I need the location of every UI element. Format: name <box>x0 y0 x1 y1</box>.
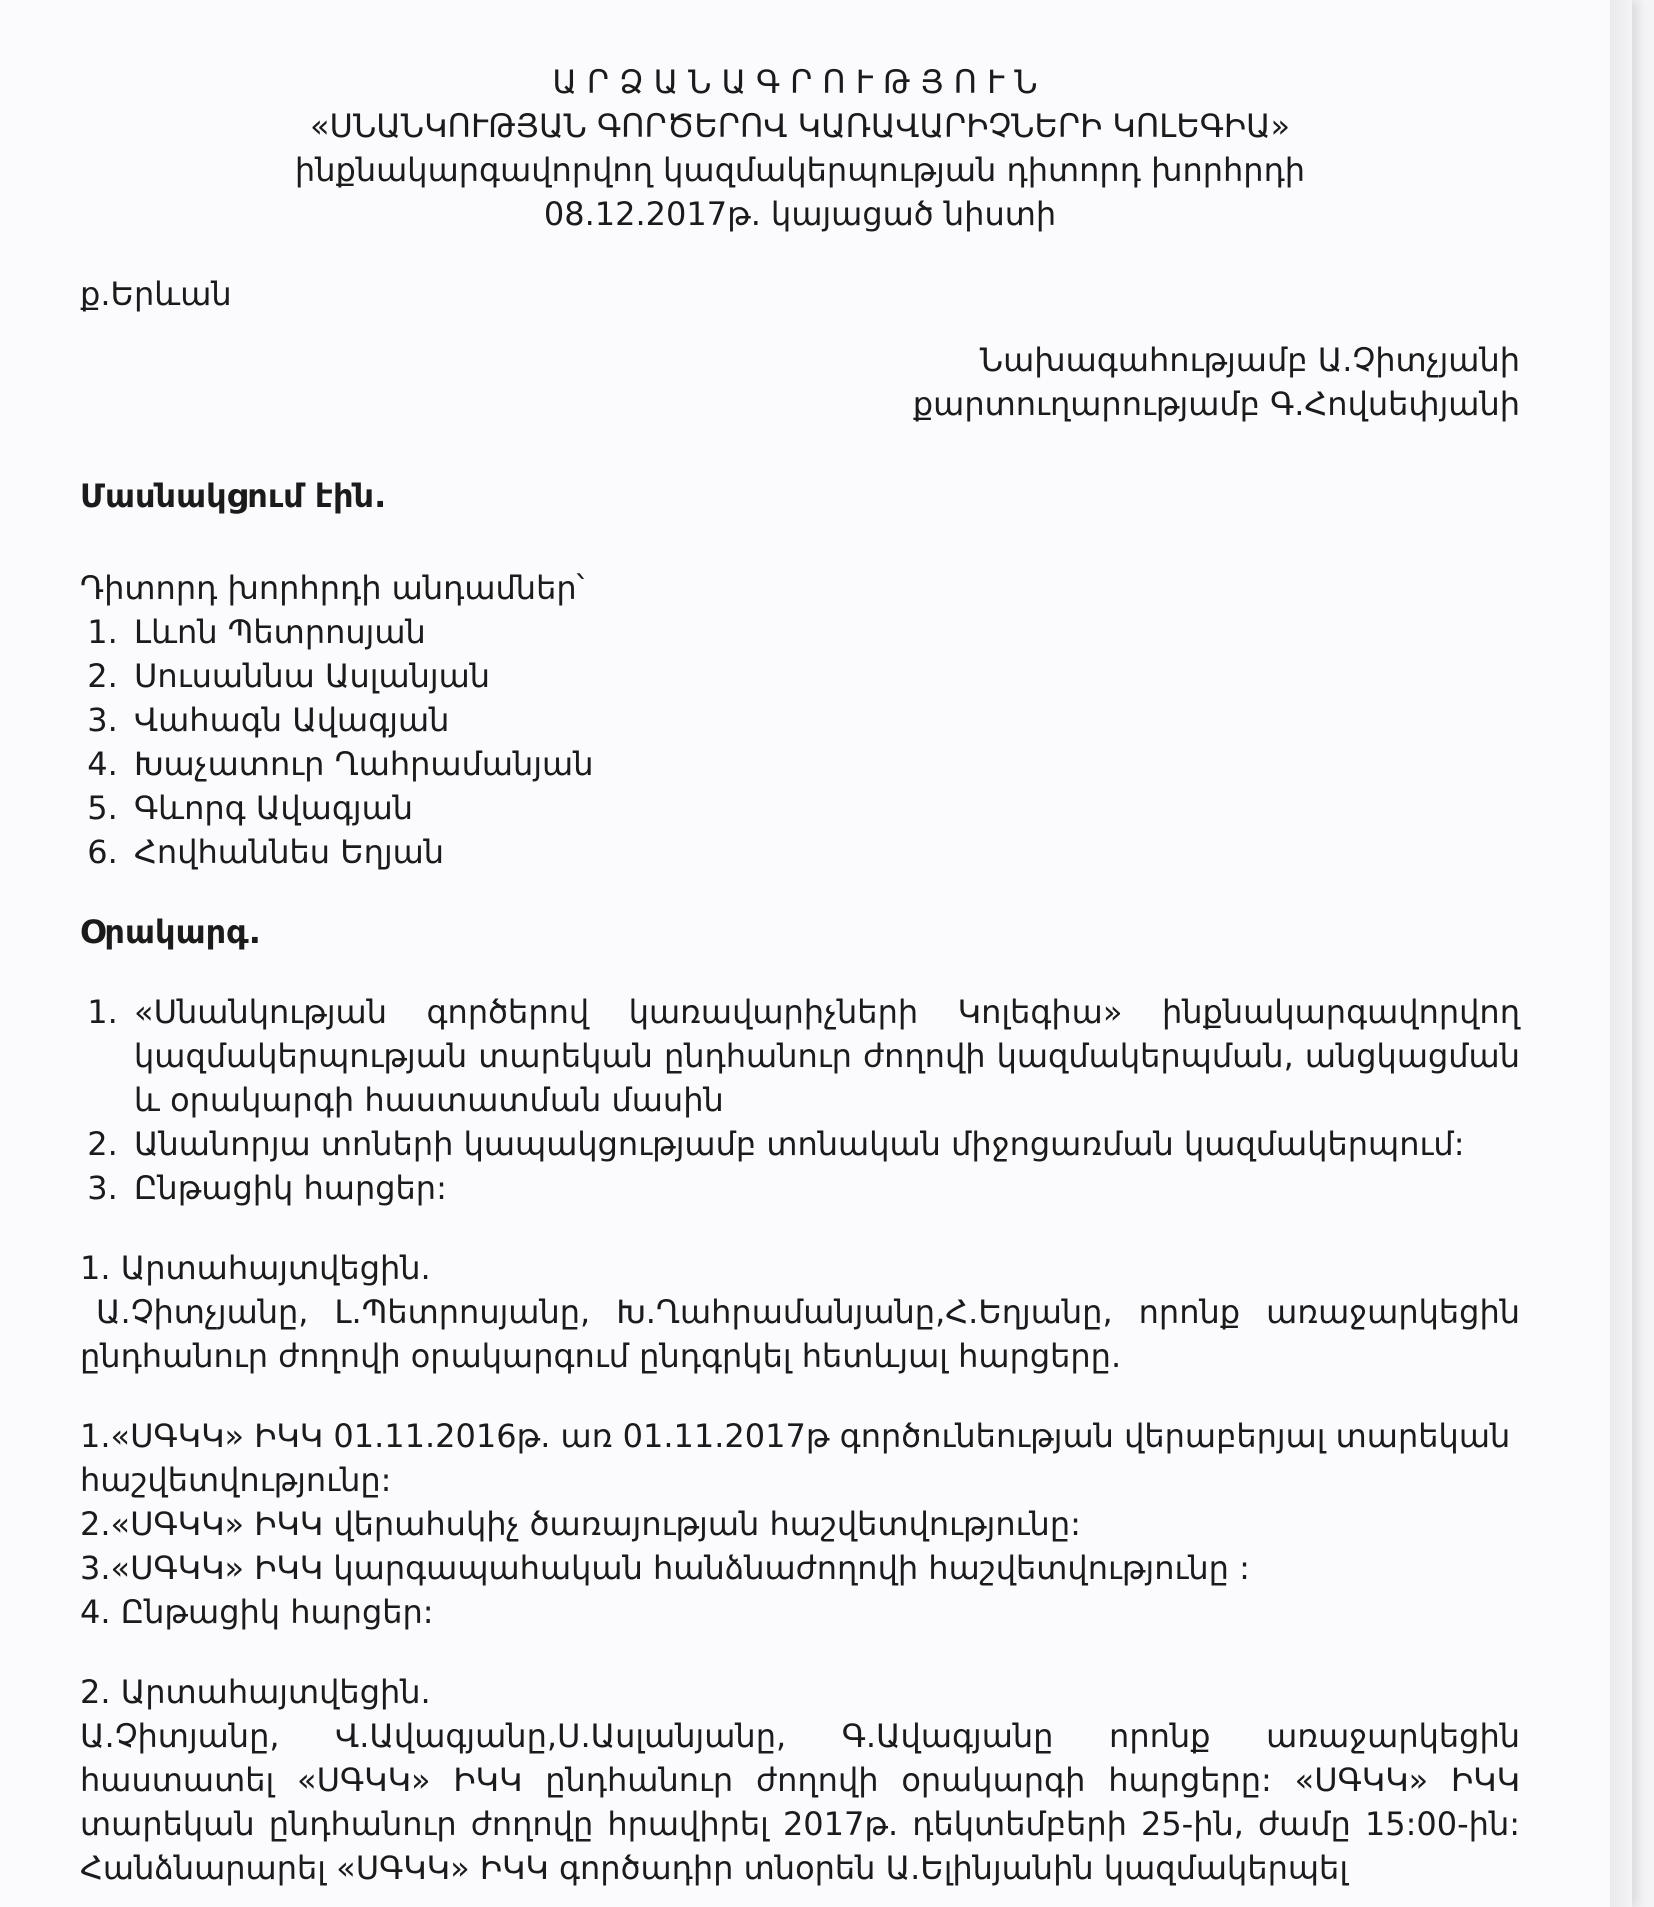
section-2-text: Ա.Չիտյանը, Վ.Ավագյանը,Ս.Ասլանյանը, Գ.Ավագյանը որոնք առաջարկեցին հաստատել «ՍԳԿԿ» ԻԿԿ ընդհանուր ժողովի օրակարգի հարցերը: «ՍԳԿԿ» ԻԿԿ տարեկան ընդհանուր ժողովը հրավիրել 2017թ. դեկտեմբերի 25-ին, ժամը 15:00-ին: Հանձնարարել «ՍԳԿԿ» ԻԿԿ գործադիր տնօրեն Ա.Ելինյանին կազմակերպել <box>80 1717 1520 1887</box>
proposed-agenda-list <box>80 1414 1520 1634</box>
list-item: 3.«ՍԳԿԿ» ԻԿԿ կարգապահական հանձնաժողովի հաշվետվությունը : <box>80 1549 1250 1587</box>
section-2-heading: 2. Արտահայտվեցին. <box>80 1673 431 1711</box>
city: ք.Երևան <box>80 275 232 313</box>
list-item: 2. Անանորյա տոների կապակցությամբ տոնական միջոցառման կազմակերպում: <box>128 1122 1520 1166</box>
list-item: 1. «Սնանկության գործերով կառավարիչների Կոլեգիա» ինքնակարգավորվող կազմակերպության տարեկան ընդհանուր ժողովի կազմակերպման, անցկացման և օրակարգի հաստատման մասին <box>128 990 1520 1122</box>
board-members-label: Դիտորդ խորհրդի անդամներ՝ <box>80 569 585 607</box>
board-members-list <box>80 610 1520 874</box>
list-item: 2.«ՍԳԿԿ» ԻԿԿ վերահսկիչ ծառայության հաշվետվությունը: <box>80 1505 1081 1543</box>
agenda-list <box>80 990 1520 1210</box>
participants-heading: Մասնակցում էին. <box>80 477 387 515</box>
document-title: ԱՐՁԱՆԱԳՐՈՒԹՅՈՒՆ <box>552 63 1048 101</box>
agenda-heading: Օրակարգ. <box>80 913 261 951</box>
list-item: 5. Գևորգ Ավագյան <box>128 786 1520 830</box>
list-item: 1.«ՍԳԿԿ» ԻԿԿ 01.11.2016թ. առ 01.11.2017թ գործունեության վերաբերյալ տարեկան հաշվետվությունը: <box>80 1417 1511 1499</box>
organization-type: ինքնակարգավորվող կազմակերպության դիտորդ խորհրդի <box>294 151 1306 189</box>
document-header <box>80 60 1520 236</box>
document-body <box>80 60 1520 1890</box>
organization-name: «ՍՆԱՆԿՈՒԹՅԱՆ ԳՈՐԾԵՐՈՎ ԿԱՌԱՎԱՐԻՉՆԵՐԻ ԿՈԼԵԳԻԱ» <box>309 107 1291 145</box>
meeting-date: 08.12.2017թ. կայացած նիստի <box>543 195 1057 233</box>
section-1-heading: 1. Արտահայտվեցին. <box>80 1249 431 1287</box>
chairman: Նախագահությամբ Ա.Չիտչյանի <box>979 341 1520 379</box>
list-item: 3. Վահագն Ավագյան <box>128 698 1520 742</box>
list-item: 1. Լևոն Պետրոսյան <box>128 610 1520 654</box>
list-item: 2. Սուսաննա Ասլանյան <box>128 654 1520 698</box>
secretary: քարտուղարությամբ Գ.Հովսեփյանի <box>912 385 1520 423</box>
list-item: 4. Խաչատուր Ղահրամանյան <box>128 742 1520 786</box>
list-item: 4. Ընթացիկ հարցեր: <box>80 1593 434 1631</box>
page-edge <box>1610 0 1632 1907</box>
list-item: 6. Հովհաննես Եղյան <box>128 830 1520 874</box>
list-item: 3. Ընթացիկ հարցեր: <box>128 1166 1520 1210</box>
section-1-text: Ա.Չիտչյանը, Լ.Պետրոսյանը, Խ.Ղահրամանյանը,Հ.Եղյանը, որոնք առաջարկեցին ընդհանուր ժողովի օրակարգում ընդգրկել հետևյալ հարցերը. <box>80 1293 1520 1375</box>
